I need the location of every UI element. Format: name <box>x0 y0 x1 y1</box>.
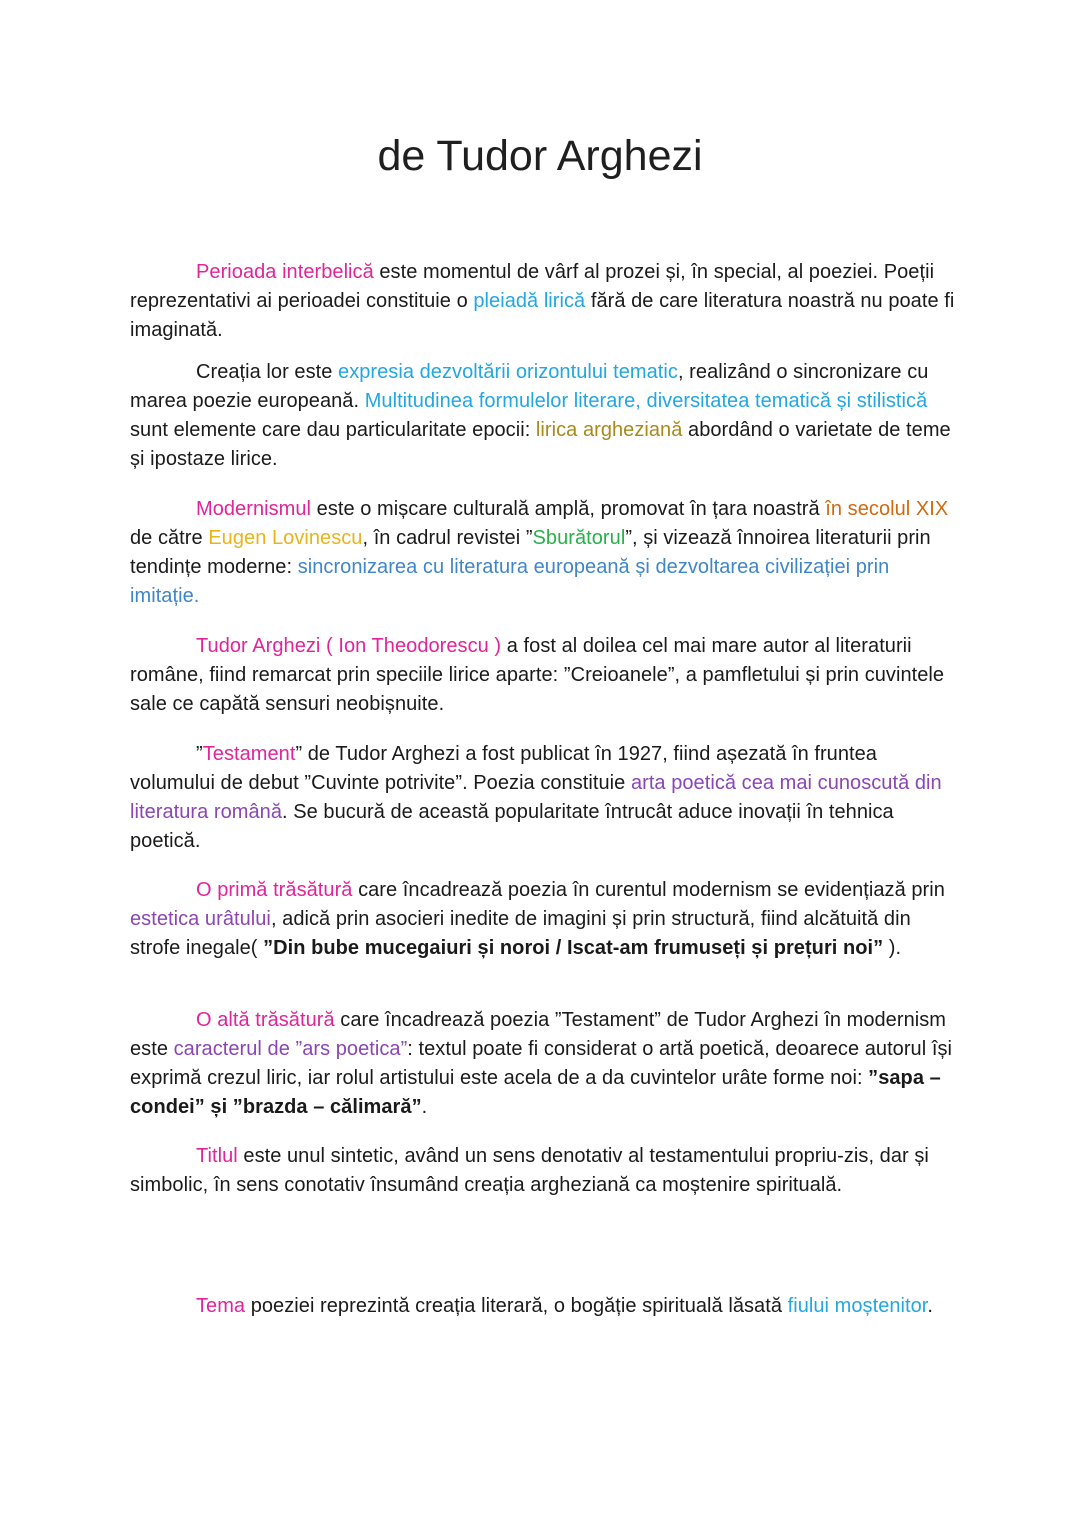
highlighted-text: Modernismul <box>196 498 312 520</box>
text-run: . Se bucură de această popularitate întrucât aduce inovații în tehnica poetică. <box>130 801 894 852</box>
text-run: a fost al doilea cel mai mare autor al literaturii române, fiind remarcat prin speciile lirice aparte: ”Creioanele”, a pamfletului și prin cuvintele sale ce capătă sensuri neobișnuite. <box>130 635 945 715</box>
paragraph-modernismul <box>130 495 960 611</box>
highlighted-text: pleiadă lirică <box>473 290 586 312</box>
text-run: ”, și vizează înnoirea literaturii prin tendințe moderne: <box>130 527 931 578</box>
highlighted-text: arta poetică cea mai cunoscută din literatura română <box>130 772 942 823</box>
bold-quote: ”sapa – condei” și ”brazda – călimară” <box>130 1067 941 1118</box>
paragraph-prima-trasatura <box>130 876 960 963</box>
highlighted-text: caracterul de ”ars poetica” <box>173 1038 408 1060</box>
highlighted-text: Tudor Arghezi ( Ion Theodorescu ) <box>196 635 502 657</box>
text-run: ” de Tudor Arghezi a fost publicat în 1927, fiind așezată în fruntea volumului de debut ”Cuvinte potrivite”. Poezia constituie <box>130 743 877 794</box>
highlighted-text: expresia dezvoltării orizontului tematic <box>338 361 678 383</box>
highlighted-text: Titlul <box>196 1145 238 1167</box>
text-run: este o mișcare culturală amplă, promovat în țara noastră <box>311 498 826 520</box>
paragraph-alta-trasatura <box>130 1006 960 1122</box>
text-run: care încadrează poezia ”Testament” de Tudor Arghezi în modernism este <box>130 1009 946 1060</box>
highlighted-text: O altă trăsătură <box>196 1009 335 1031</box>
text-run: poeziei reprezintă creația literară, o bogăție spirituală lăsată <box>245 1295 788 1317</box>
highlighted-text: Perioada interbelică <box>196 261 374 283</box>
page-title: de Tudor Arghezi <box>377 132 703 180</box>
highlighted-text: fiului moștenitor <box>787 1295 928 1317</box>
text-run: . <box>421 1096 428 1118</box>
bold-quote: ”Din bube mucegaiuri și noroi / Iscat-am frumuseți și prețuri noi” <box>263 937 884 959</box>
text-run: ” <box>196 743 203 765</box>
text-run: , realizând o sincronizare cu marea poezie europeană. <box>130 361 929 412</box>
text-run: . <box>927 1295 934 1317</box>
highlighted-text: Tema <box>196 1295 246 1317</box>
text-run: , în cadrul revistei ” <box>362 527 533 549</box>
text-run: ). <box>883 937 902 959</box>
highlighted-text: Eugen Lovinescu <box>208 527 363 549</box>
text-run: este momentul de vârf al prozei și, în special, al poeziei. Poeții reprezentativi ai perioadei constituie o <box>130 261 935 312</box>
highlighted-text: în secolul XIX <box>825 498 949 520</box>
text-run: fără de care literatura noastră nu poate fi imaginată. <box>130 290 955 341</box>
text-run: abordând o varietate de teme și ipostaze lirice. <box>130 419 951 470</box>
highlighted-text: sincronizarea cu literatura europeană și dezvoltarea civilizației prin imitație. <box>130 556 890 607</box>
text-run: de către <box>130 527 209 549</box>
highlighted-text: lirica argheziană <box>535 419 683 441</box>
text-run: sunt elemente care dau particularitate epocii: <box>130 419 536 441</box>
text-run: este unul sintetic, având un sens denotativ al testamentului propriu-zis, dar și simbolic, în sens conotativ însumând creația argheziană ca moștenire spirituală. <box>130 1145 929 1196</box>
paragraph-titlul <box>130 1142 960 1200</box>
paragraph-tudor-arghezi <box>130 632 960 719</box>
paragraph-creatia <box>130 358 960 474</box>
highlighted-text: O primă trăsătură <box>196 879 353 901</box>
highlighted-text: Testament <box>202 743 296 765</box>
highlighted-text: Sburătorul <box>532 527 626 549</box>
text-run: Creația lor este <box>196 361 339 383</box>
highlighted-text: estetica urâtului <box>130 908 271 930</box>
highlighted-text: Multitudinea formulelor literare, diversitatea tematică și stilistică <box>364 390 928 412</box>
text-run: , adică prin asocieri inedite de imagini și prin structură, fiind alcătuită din strofe inegale( <box>130 908 911 959</box>
paragraph-testament <box>130 740 960 856</box>
text-run: : textul poate fi considerat o artă poetică, deoarece autorul își exprimă crezul liric, iar rolul artistului este acela de a da cuvintelor urâte forme noi: <box>130 1038 952 1089</box>
paragraph-perioada-interbelica <box>130 258 960 345</box>
text-run: care încadrează poezia în curentul modernism se evidențiază prin <box>352 879 945 901</box>
paragraph-tema <box>130 1292 960 1321</box>
